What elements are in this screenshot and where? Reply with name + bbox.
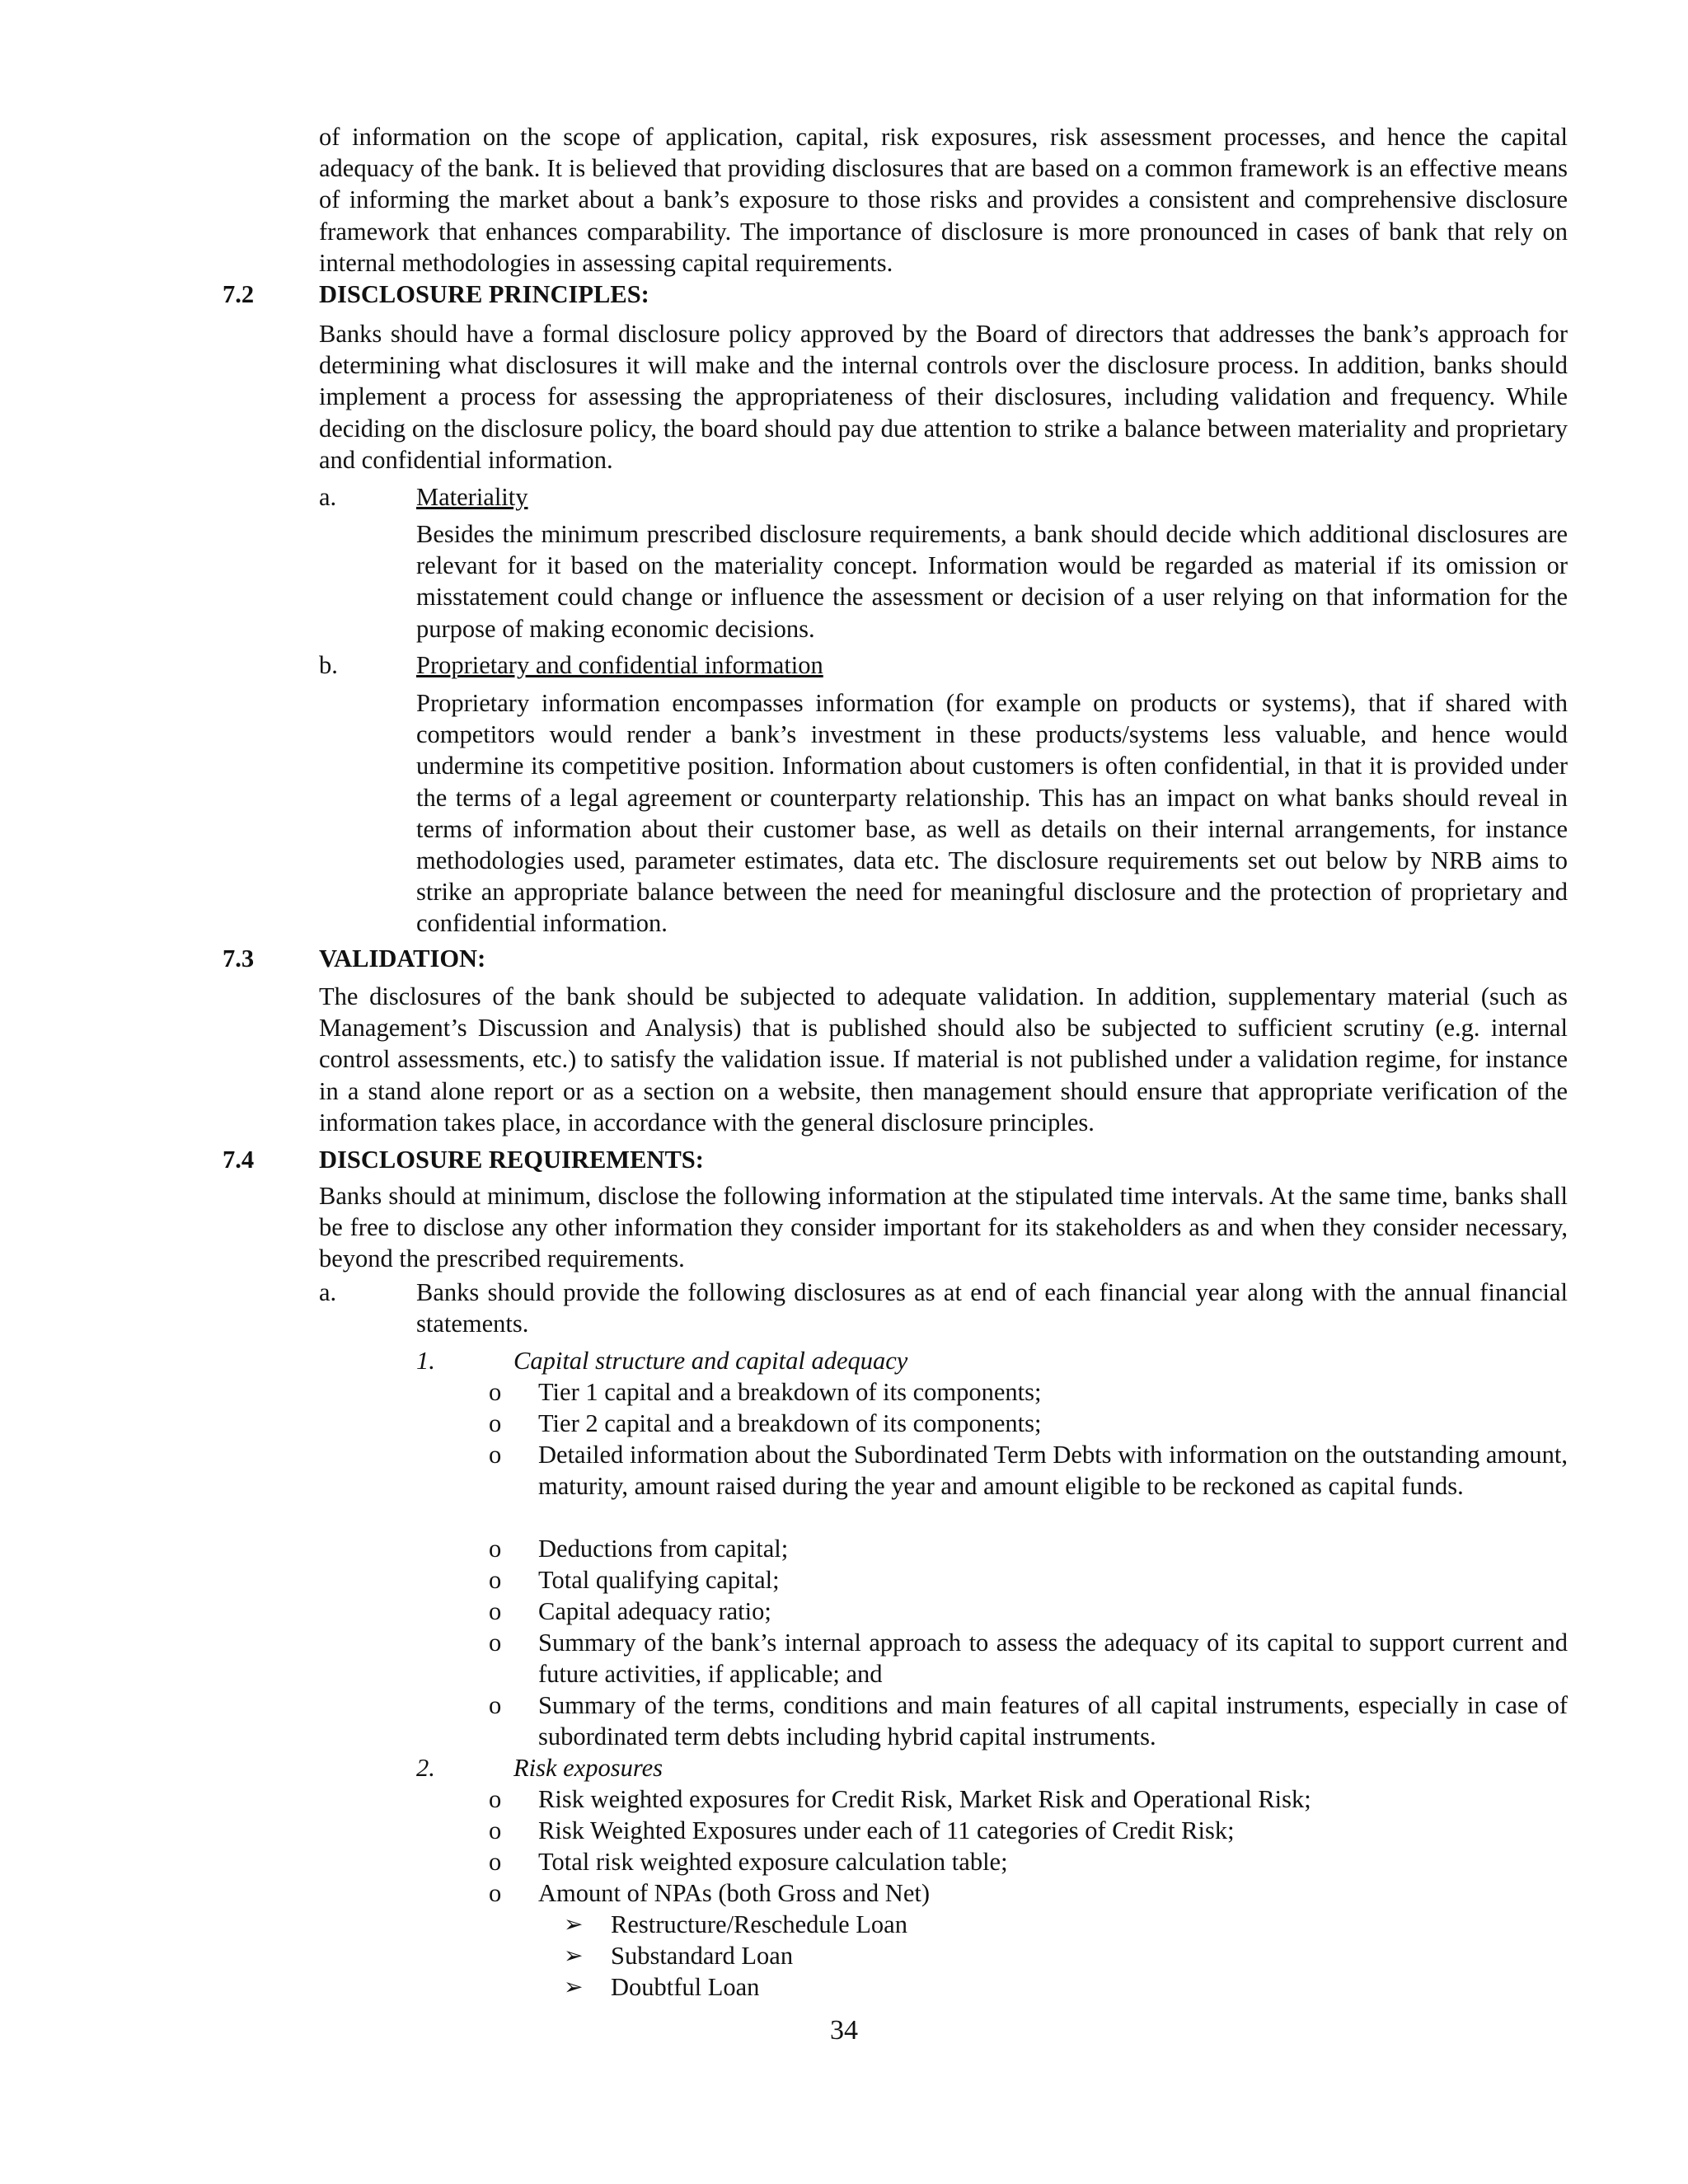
sub-list-item: Substandard Loan — [611, 1942, 794, 1970]
page-number: 34 — [830, 2015, 858, 2046]
section-7-4-paragraph: Banks should at minimum, disclose the following information at the stipulated time intervals. At the same time, banks shall be free to disclose any other information they consider important for its stakeholders as and when they consider necessary, beyond the prescribed requirements. — [319, 1182, 1568, 1273]
section-title-disclosure-principles: DISCLOSURE PRINCIPLES: — [319, 280, 649, 308]
section-7-2-paragraph: Banks should have a formal disclosure policy approved by the Board of directors that addresses the bank’s approach for determining what disclosures it will make and the internal controls over the disclosure process. In addition, banks should implement a process for assessing the appropriateness of their disclosures, including validation and frequency. While deciding on the disclosure policy, the board should pay due attention to strike a balance between materiality and proprietary and confidential information. — [319, 320, 1568, 474]
bullet-marker: o — [489, 1629, 502, 1657]
bullet-marker: o — [489, 1879, 502, 1907]
item-label-a: a. — [319, 483, 337, 511]
list-item: Summary of the terms, conditions and main features of all capital instruments, especially in case of subordinated term debts including hybrid capital instruments. — [538, 1691, 1568, 1751]
sub-list-item: Restructure/Reschedule Loan — [611, 1910, 907, 1938]
bullet-marker: o — [489, 1535, 502, 1563]
list-item: Total qualifying capital; — [538, 1566, 780, 1594]
materiality-paragraph: Besides the minimum prescribed disclosure requirements, a bank should decide which additional disclosures are relevant for it based on the materiality concept. Information would be regarded as material if its omission or misstatement could change or influence the assessment or decision of a user relying on that information for the purpose of making economic decisions. — [416, 520, 1568, 643]
section-7-3-paragraph: The disclosures of the bank should be subjected to adequate validation. In addition, supplementary material (such as Management’s Discussion and Analysis) that is published should also be subjected to sufficient scrutiny (e.g. internal control assessments, etc.) to satisfy the validation issue. If material is not published under a validation regime, for instance in a stand alone report or as a section on a website, then management should ensure that appropriate verification of the information takes place, in accordance with the general disclosure principles. — [319, 982, 1568, 1137]
bullet-marker: o — [489, 1441, 502, 1469]
list-item: Deductions from capital; — [538, 1535, 789, 1563]
list-item: Summary of the bank’s internal approach to assess the adequacy of its capital to support current and future activities, if applicable; and — [538, 1629, 1568, 1689]
intro-paragraph: of information on the scope of application, capital, risk exposures, risk assessment processes, and hence the capital adequacy of the bank. It is believed that providing disclosures that are based on a common framework is an effective means of informing the market about a bank’s exposure to those risks and provides a consistent and comprehensive disclosure framework that enhances comparability. The importance of disclosure is more pronounced in cases of bank that rely on internal methodologies in assessing capital requirements. — [319, 123, 1568, 277]
bullet-marker: o — [489, 1848, 502, 1876]
arrow-bullet-icon: ➢ — [564, 1910, 584, 1938]
section-title-validation: VALIDATION: — [319, 944, 486, 972]
section-title-disclosure-requirements: DISCLOSURE REQUIREMENTS: — [319, 1146, 704, 1174]
list-item: Tier 2 capital and a breakdown of its components; — [538, 1409, 1042, 1437]
bullet-marker: o — [489, 1409, 502, 1437]
list-item: Amount of NPAs (both Gross and Net) — [538, 1879, 930, 1907]
proprietary-paragraph: Proprietary information encompasses information (for example on products or systems), that if shared with competitors would render a bank’s investment in these products/systems less valuable, and hence would undermine its competitive position. Information about customers is often confidential, in that it is provided under the terms of a legal agreement or counterparty relationship. This has an impact on what banks should reveal in terms of information about their customer base, as well as details on their internal arrangements, for instance methodologies used, parameter estimates, data etc. The disclosure requirements set out below by NRB aims to strike an appropriate balance between the need for meaningful disclosure and the protection of proprietary and confidential information. — [416, 689, 1568, 938]
bullet-marker: o — [489, 1566, 502, 1594]
item-title-proprietary: Proprietary and confidential information — [416, 651, 823, 679]
list-item: Total risk weighted exposure calculation table; — [538, 1848, 1008, 1876]
arrow-bullet-icon: ➢ — [564, 1973, 584, 2000]
list-number-2: 2. — [416, 1754, 435, 1782]
bullet-marker: o — [489, 1378, 502, 1406]
item-label-a-7-4: a. — [319, 1278, 337, 1306]
bullet-marker: o — [489, 1785, 502, 1813]
arrow-bullet-icon: ➢ — [564, 1942, 584, 1969]
list-item: Tier 1 capital and a breakdown of its components; — [538, 1378, 1042, 1406]
bullet-marker: o — [489, 1597, 502, 1625]
annual-disclosures-paragraph: Banks should provide the following disclosures as at end of each financial year along with the annual financial statements. — [416, 1278, 1568, 1338]
item-title-materiality: Materiality — [416, 483, 528, 511]
item-label-b: b. — [319, 651, 338, 679]
list-item: Risk weighted exposures for Credit Risk, Market Risk and Operational Risk; — [538, 1785, 1311, 1813]
section-number-7-3: 7.3 — [223, 944, 255, 972]
list-title-capital-structure: Capital structure and capital adequacy — [513, 1347, 908, 1375]
bullet-marker: o — [489, 1691, 502, 1719]
list-number-1: 1. — [416, 1347, 435, 1375]
section-number-7-4: 7.4 — [223, 1146, 255, 1174]
sub-list-item: Doubtful Loan — [611, 1973, 760, 2001]
bullet-marker: o — [489, 1816, 502, 1844]
list-item: Risk Weighted Exposures under each of 11 categories of Credit Risk; — [538, 1816, 1235, 1844]
list-title-risk-exposures: Risk exposures — [513, 1754, 663, 1782]
list-item: Capital adequacy ratio; — [538, 1597, 771, 1625]
section-number-7-2: 7.2 — [223, 280, 255, 308]
list-item: Detailed information about the Subordinated Term Debts with information on the outstanding amount, maturity, amount raised during the year and amount eligible to be reckoned as capital funds. — [538, 1441, 1568, 1501]
